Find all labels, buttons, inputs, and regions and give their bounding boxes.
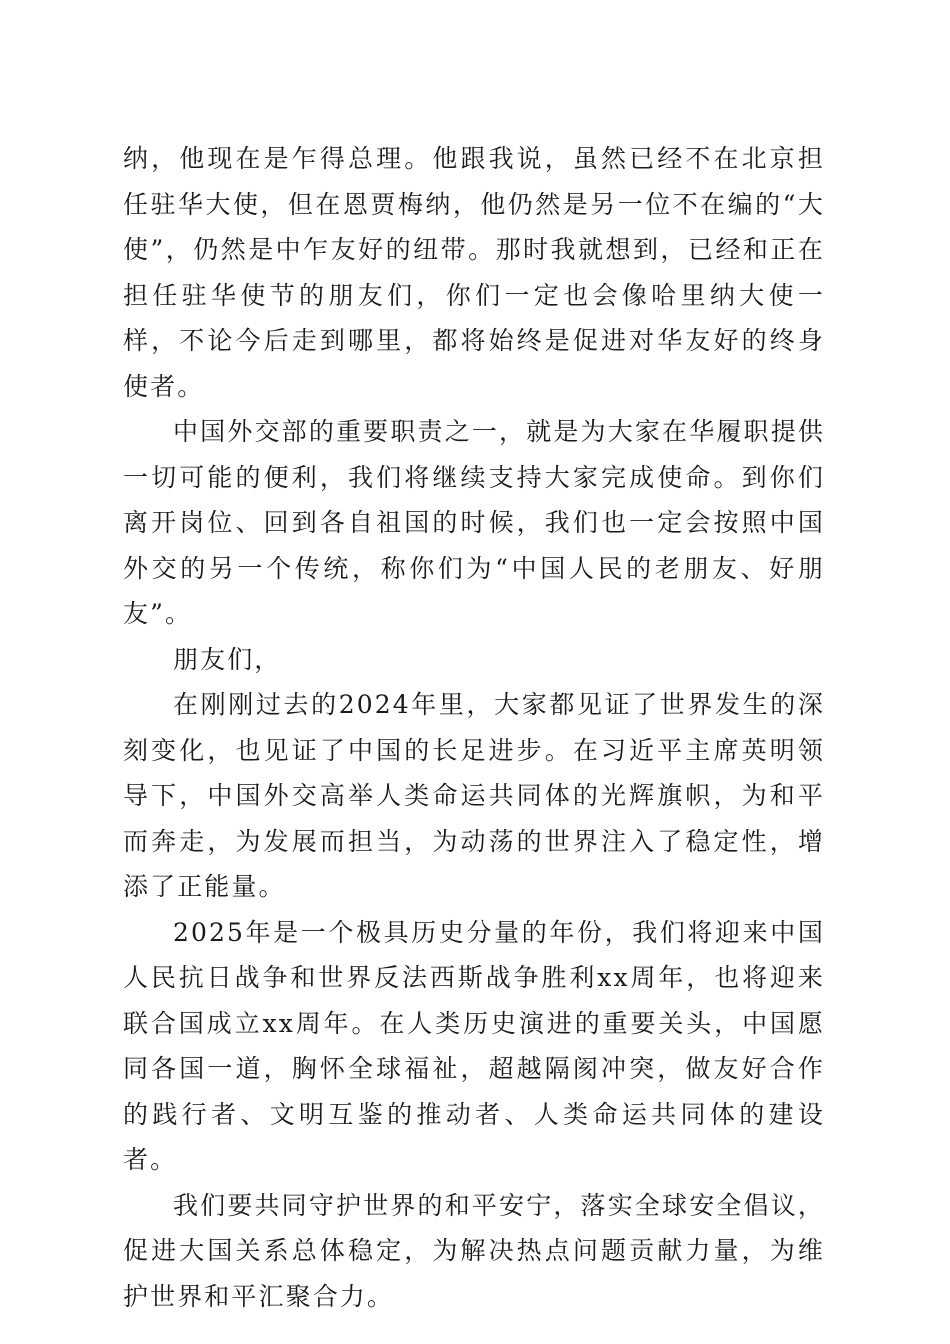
document-body [123, 136, 825, 1319]
paragraph: 中国外交部的重要职责之一，就是为大家在华履职提供一切可能的便利，我们将继续支持大家完成使命。到你们离开岗位、回到各自祖国的时候，我们也一定会按照中国外交的另一个传统，称你们为“中国人民的老朋友、好朋友”。 [123, 417, 825, 628]
paragraph-continuation: 纳，他现在是乍得总理。他跟我说，虽然已经不在北京担任驻华大使，但在恩贾梅纳，他仍然是另一位不在编的“大使”，仍然是中乍友好的纽带。那时我就想到，已经和正在担任驻华使节的朋友们，你们一定也会像哈里纳大使一样，不论今后走到哪里，都将始终是促进对华友好的终身使者。 [123, 144, 825, 401]
paragraph: 2025年是一个极具历史分量的年份，我们将迎来中国人民抗日战争和世界反法西斯战争胜利xx周年，也将迎来联合国成立xx周年。在人类历史演进的重要关头，中国愿同各国一道，胸怀全球福祉，超越隔阂冲突，做友好合作的践行者、文明互鉴的推动者、人类命运共同体的建设者。 [123, 917, 825, 1174]
paragraph: 在刚刚过去的2024年里，大家都见证了世界发生的深刻变化，也见证了中国的长足进步。在习近平主席英明领导下，中国外交高举人类命运共同体的光辉旗帜，为和平而奔走，为发展而担当，为动荡的世界注入了稳定性，增添了正能量。 [123, 690, 825, 901]
paragraph-salutation: 朋友们， [173, 644, 282, 674]
paragraph: 我们要共同守护世界的和平安宁，落实全球安全倡议，促进大国关系总体稳定，为解决热点问题贡献力量，为维护世界和平汇聚合力。 [123, 1190, 825, 1311]
